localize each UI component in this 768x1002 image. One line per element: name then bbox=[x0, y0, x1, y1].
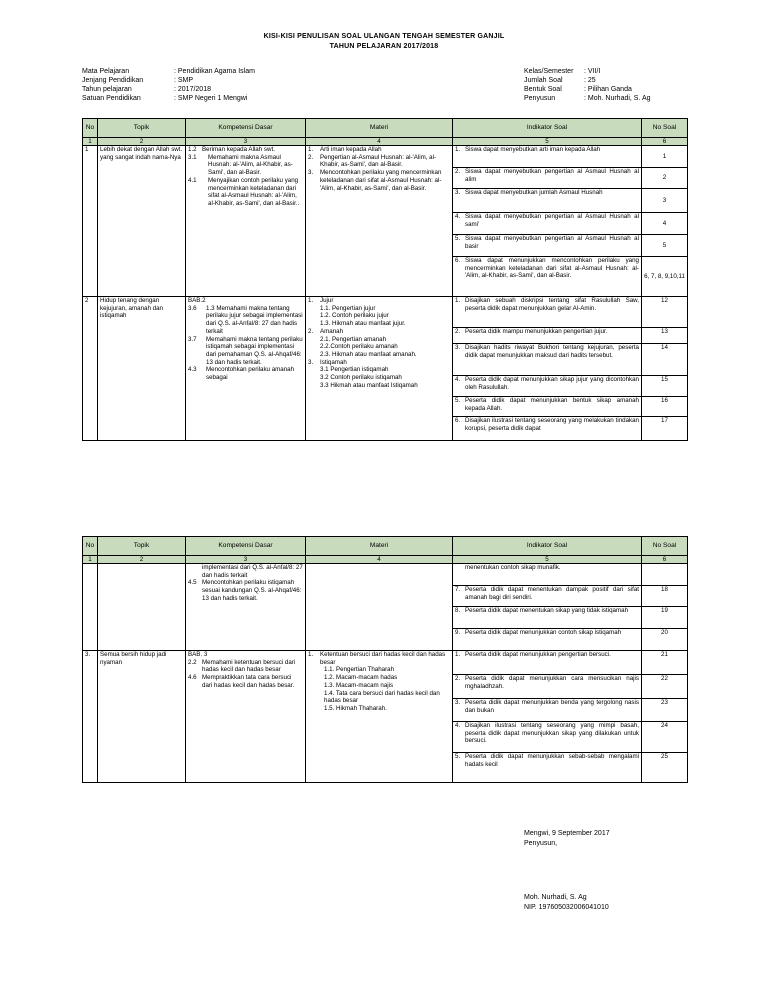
row-kompetensi-dasar bbox=[186, 651, 306, 783]
materi-text: Jujur bbox=[320, 297, 334, 304]
kd-text: Mencontohkan perilaku istiqamah sesuai kandungan Q.S. al-Ahqaf/46: 13 dan hadis terkait. bbox=[202, 579, 302, 602]
no-soal-cell: 6, 7, 8, 9,10,11 bbox=[642, 257, 688, 297]
indikator-cell bbox=[453, 297, 642, 328]
meta-left bbox=[82, 67, 255, 103]
indikator-cell bbox=[453, 189, 642, 213]
kd-number: 2.2 bbox=[188, 658, 197, 666]
row-materi bbox=[306, 146, 453, 297]
materi-number: 1. bbox=[308, 146, 314, 153]
no-soal-cell: 12 bbox=[642, 297, 688, 328]
row-no: 1 bbox=[83, 146, 98, 297]
indikator-cell bbox=[453, 675, 642, 699]
indikator-text: Siswa dapat menyebutkan pengertian al Asmaul Husnah al alim bbox=[465, 168, 639, 183]
indikator-number: 1. bbox=[455, 146, 461, 153]
materi-number: 3. bbox=[308, 358, 314, 366]
row-no: 2 bbox=[83, 297, 98, 441]
materi-number: 1. bbox=[308, 297, 314, 304]
indikator-cell bbox=[453, 344, 642, 376]
indikator-text: Siswa dapat menyebutkan jumlah Asmaul Husnah bbox=[465, 189, 603, 196]
materi-text: Arti iman kepada Allah bbox=[320, 146, 382, 153]
materi-subitem: 1.5. Hikmah Thaharah. bbox=[324, 704, 387, 712]
materi-subitem: 1.3. Hikmah atau manfaat jujur. bbox=[320, 320, 406, 328]
kd-text: Menyajikan contoh perilaku yang mencerminkan keteladanan dari sifat al-Asmaul Husnah: al-'Alim, al-Khabir, as-Sami', dan al-Basir.. bbox=[208, 176, 300, 207]
materi-subitem: 2.1. Pengertian amanah bbox=[320, 335, 387, 343]
meta-label: Satuan Pendidikan bbox=[82, 95, 141, 102]
signature-nip: NIP. 197605032006041010 bbox=[524, 904, 609, 911]
indikator-cell bbox=[453, 168, 642, 189]
meta-label: Tahun pelajaran bbox=[82, 86, 132, 93]
header-materi: Materi bbox=[306, 119, 453, 138]
indikator-cell bbox=[453, 586, 642, 607]
no-soal-cell: 16 bbox=[642, 397, 688, 417]
indikator-text: Peserta didik mampu menunjukkan pengertian jujur. bbox=[465, 328, 608, 335]
indikator-number: 8. bbox=[455, 607, 461, 614]
meta-label: Kelas/Semester bbox=[524, 68, 574, 75]
header-num-3: 3 bbox=[186, 138, 306, 146]
no-soal-cell: 4 bbox=[642, 213, 688, 235]
header-num-5: 5 bbox=[453, 556, 642, 564]
kd-text: Beriman kepada Allah swt. bbox=[202, 146, 275, 153]
no-soal-cell: 25 bbox=[642, 753, 688, 783]
row-topik: Hidup tenang dengan kejujuran, amanah dan istiqamah bbox=[98, 297, 186, 441]
row-topik: Semua bersih hidup jadi nyaman bbox=[98, 651, 186, 783]
signature-name: Moh. Nurhadi, S. Ag bbox=[524, 894, 587, 901]
indikator-cell bbox=[453, 213, 642, 235]
row-topik: Lebih dekat dengan Allah swt. yang sangat indah nama-Nya bbox=[98, 146, 186, 297]
indikator-number: 6. bbox=[455, 257, 461, 264]
materi-text: Istiqamah bbox=[320, 358, 347, 366]
row-materi bbox=[306, 651, 453, 783]
kd-number bbox=[188, 564, 202, 579]
indikator-number: 5. bbox=[455, 235, 461, 242]
meta-value: : 25 bbox=[584, 77, 596, 84]
row-no bbox=[83, 564, 98, 651]
header-topik: Topik bbox=[98, 537, 186, 556]
indikator-number: 4. bbox=[455, 376, 461, 383]
header-indikator-soal: Indikator Soal bbox=[453, 119, 642, 138]
materi-text: Pengertian al-Asmaul Husnah: al-'Alim, al-Khabir, as-Sami', dan al-Basir. bbox=[320, 153, 437, 169]
materi-subitem: 3.2 Contoh perilaku istiqamah bbox=[320, 374, 402, 382]
no-soal-cell: 19 bbox=[642, 607, 688, 629]
materi-subitem: 2.3. Hikmah atau manfaat amanah. bbox=[320, 350, 417, 358]
materi-text: Mencontohkan perilaku yang mencerminkan keteladanan dari sifat al-Asmaul Husnah: al-'Alim, al-Khabir, as-Sami', dan al-Basir. bbox=[320, 169, 442, 192]
header-no-soal: No Soal bbox=[642, 119, 688, 138]
materi-number: 1. bbox=[308, 651, 314, 658]
materi-subitem: 3.1 Pengertian istiqamah bbox=[320, 366, 389, 374]
kd-number: 3.1 bbox=[188, 153, 197, 161]
meta-right bbox=[524, 67, 651, 103]
meta-value: : SMP Negeri 1 Mengwi bbox=[174, 95, 248, 102]
indikator-number: 7. bbox=[455, 586, 461, 593]
meta-value: : Pendidikan Agama Islam bbox=[174, 68, 255, 75]
indikator-cell bbox=[453, 146, 642, 168]
bab-label: BAB. 3 bbox=[188, 651, 208, 658]
kd-number: 4.1 bbox=[188, 176, 197, 184]
indikator-cell bbox=[453, 651, 642, 675]
row-kompetensi-dasar bbox=[186, 564, 306, 651]
indikator-number: 3. bbox=[455, 189, 461, 196]
header-topik: Topik bbox=[98, 119, 186, 138]
indikator-text: Peserta didik dapat menunjukkan cara mensucikan najis mghaladhzah. bbox=[465, 675, 639, 690]
no-soal-cell: 23 bbox=[642, 699, 688, 722]
no-soal-cell: 18 bbox=[642, 586, 688, 607]
materi-number: 2. bbox=[308, 327, 314, 335]
materi-subitem: 1.4. Tata cara bersuci dari hadas kecil dan hadas besar bbox=[324, 689, 440, 705]
indikator-cell bbox=[453, 629, 642, 651]
indikator-number: 4. bbox=[455, 213, 461, 220]
indikator-text: Siswa dapat menyebutkan pengertian al Asmaul Husnah al basir bbox=[465, 235, 639, 250]
materi-subitem: 2.2.Contoh perilaku amanah bbox=[320, 343, 398, 351]
materi-subitem: 3.3 Hikmah atau manfaat Istiqamah bbox=[320, 381, 418, 389]
kd-number: 4.6 bbox=[188, 674, 197, 682]
indikator-cell bbox=[453, 699, 642, 722]
meta-value: : Pilihan Ganda bbox=[584, 86, 632, 93]
header-num-6: 6 bbox=[642, 138, 688, 146]
indikator-number: 2. bbox=[455, 168, 461, 175]
indikator-number: 6. bbox=[455, 417, 461, 424]
materi-subitem: 1.3. Macam-macam najis bbox=[324, 681, 394, 689]
indikator-cell bbox=[453, 376, 642, 397]
header-materi: Materi bbox=[306, 537, 453, 556]
no-soal-cell: 17 bbox=[642, 417, 688, 441]
indikator-text: Peserta didik dapat menentukan dampak positif dari sifat amanah bagi diri sendiri. bbox=[465, 586, 639, 601]
materi-subitem: 1.2. Contoh perilaku jujur bbox=[320, 312, 389, 320]
materi-number: 3. bbox=[308, 169, 314, 177]
indikator-cell bbox=[453, 564, 642, 586]
meta-label: Jenjang Pendidikan bbox=[82, 77, 144, 84]
kd-number: 1.2 bbox=[188, 146, 197, 153]
no-soal-cell: 14 bbox=[642, 344, 688, 376]
indikator-number: 2. bbox=[455, 328, 461, 335]
header-num-2: 2 bbox=[98, 138, 186, 146]
meta-label: Penyusun bbox=[524, 95, 556, 102]
meta-label: Jumlah Soal bbox=[524, 77, 563, 84]
row-no: 3. bbox=[83, 651, 98, 783]
header-num-6: 6 bbox=[642, 556, 688, 564]
materi-text: Amanah bbox=[320, 327, 344, 335]
kd-text: Mencontohkan perilaku amanah sebagai bbox=[206, 366, 295, 382]
indikator-cell bbox=[453, 722, 642, 753]
kd-text: Memahami makna Asmaul Husnah: al-'Alim, al-Khabir, as-Sami', dan al-Basir. bbox=[208, 153, 293, 177]
indikator-text: Disajikan sebuah diskripsi tentang sifat Rasulullah Saw, peserta didik dapat menunjukkan gelar Al-Amin. bbox=[465, 297, 639, 312]
no-soal-cell: 2 bbox=[642, 168, 688, 189]
indikator-number: 2. bbox=[455, 675, 461, 682]
kd-number: 3.6 bbox=[188, 304, 197, 312]
kisi-kisi-table-2 bbox=[82, 536, 688, 783]
signature-role: Penyusun, bbox=[524, 840, 558, 847]
document-title: KISI-KISI PENULISAN SOAL ULANGAN TENGAH SEMESTER GANJIL bbox=[263, 33, 505, 40]
indikator-text: Peserta didik dapat menentukan sikap yang tidak istiqamah bbox=[465, 607, 629, 614]
header-num-4: 4 bbox=[306, 556, 453, 564]
header-no: No bbox=[83, 537, 98, 556]
header-num-2: 2 bbox=[98, 556, 186, 564]
indikator-text: Siswa dapat menyebutkan arti iman kepada Allah bbox=[465, 146, 601, 153]
indikator-text: Siswa dapat menyebutkan pengertian al Asmaul Husnah al sami' bbox=[465, 213, 639, 228]
kisi-kisi-table-1 bbox=[82, 118, 688, 441]
indikator-number: 9. bbox=[455, 629, 461, 636]
indikator-text: menentukan contoh sikap munafik. bbox=[465, 564, 561, 571]
indikator-cell bbox=[453, 257, 642, 297]
materi-number: 2. bbox=[308, 153, 314, 161]
no-soal-cell: 13 bbox=[642, 328, 688, 344]
indikator-text: Disajikan ilustrasi tentang seseorang yang mimpi basah, peserta didik dapat menunjukkan sikap yang dilakukan untuk bersuci. bbox=[465, 722, 639, 745]
no-soal-cell: 20 bbox=[642, 629, 688, 651]
indikator-cell bbox=[453, 235, 642, 257]
meta-label: Mata Pelajaran bbox=[82, 68, 130, 75]
indikator-cell bbox=[453, 607, 642, 629]
kd-text: Mempraktikkan tata cara bersuci dari hadas kecil dan hadas besar. bbox=[202, 674, 295, 689]
materi-subitem: 1.1. Pengertian Thaharah bbox=[324, 666, 395, 674]
no-soal-cell: 1 bbox=[642, 146, 688, 168]
indikator-cell bbox=[453, 397, 642, 417]
meta-label: Bentuk Soal bbox=[524, 86, 562, 93]
header-no: No bbox=[83, 119, 98, 138]
indikator-number: 5. bbox=[455, 753, 461, 760]
indikator-number: 1. bbox=[455, 297, 461, 304]
signature-place-date: Mengwi, 9 September 2017 bbox=[524, 830, 610, 837]
indikator-number: 1. bbox=[455, 651, 461, 658]
no-soal-cell: 24 bbox=[642, 722, 688, 753]
row-kompetensi-dasar bbox=[186, 297, 306, 441]
indikator-cell bbox=[453, 417, 642, 441]
no-soal-cell: 3 bbox=[642, 189, 688, 213]
indikator-number: 5. bbox=[455, 397, 461, 404]
indikator-text: Peserta didik dapat menunjukkan contoh sikap istiqamah bbox=[465, 629, 622, 636]
header-num-1: 1 bbox=[83, 556, 98, 564]
no-soal-cell: 5 bbox=[642, 235, 688, 257]
kd-text: Memahami ketentuan bersuci dari hadas kecil dan hadas besar bbox=[202, 658, 296, 674]
kd-number: 3.7 bbox=[188, 335, 197, 343]
indikator-text: Peserta didik dapat menunjukkan sikap jujur yang dicontohkan oleh Rasulullah. bbox=[465, 376, 639, 391]
kd-text: implementasi dari Q.S. al-Anfal/8: 27 dan hadis terkait bbox=[202, 564, 303, 579]
no-soal-cell bbox=[642, 564, 688, 586]
no-soal-cell: 22 bbox=[642, 675, 688, 699]
indikator-number: 3. bbox=[455, 344, 461, 351]
bab-label: BAB.2 bbox=[188, 297, 206, 304]
indikator-text: Peserta didik dapat menunjukkan benda yang tergolong nasis dan bukan bbox=[465, 699, 639, 714]
row-topik bbox=[98, 564, 186, 651]
meta-value: : 2017/2018 bbox=[174, 86, 211, 93]
kd-number: 4.5 bbox=[188, 579, 197, 587]
no-soal-cell: 21 bbox=[642, 651, 688, 675]
indikator-text: Peserta didik dapat menunjukkan sebab-sebab mengalami hadats kecil bbox=[465, 753, 639, 768]
indikator-text: Siswa dapat menunjukkan mencontohkan perilaku yang mencerminkan keteladanan dari sifat al-Asmaul Husnah: al-'Alim, al-Khabir, as-Sami', dan al-Basir. bbox=[465, 257, 639, 280]
materi-text: Ketentuan bersuci dari hadas kecil dan hadas besar bbox=[320, 651, 446, 666]
document-subtitle: TAHUN PELAJARAN 2017/2018 bbox=[329, 43, 439, 50]
header-indikator-soal: Indikator Soal bbox=[453, 537, 642, 556]
header-num-3: 3 bbox=[186, 556, 306, 564]
indikator-number: 4. bbox=[455, 722, 461, 729]
indikator-text: Peserta didik dapat menunjukkan pengertian bersuci. bbox=[465, 651, 611, 658]
indikator-text: Disajikan hadits riwayat Bukhori tentang kejujuran, peserta didik dapat menunjukkan maksud dari hadits tersebut. bbox=[465, 344, 639, 359]
indikator-number: 3. bbox=[455, 699, 461, 706]
header-kompetensi-dasar: Kompetensi Dasar bbox=[186, 119, 306, 138]
materi-subitem: 1.1. Pengertian jujur bbox=[320, 304, 376, 312]
row-materi bbox=[306, 297, 453, 441]
header-kompetensi-dasar: Kompetensi Dasar bbox=[186, 537, 306, 556]
materi-subitem: 1.2. Macam-macam hadas bbox=[324, 674, 398, 682]
meta-value: : VII/I bbox=[584, 68, 601, 75]
header-num-5: 5 bbox=[453, 138, 642, 146]
kd-number: 4.3 bbox=[188, 366, 197, 374]
row-kompetensi-dasar bbox=[186, 146, 306, 297]
indikator-cell bbox=[453, 753, 642, 783]
kd-text: 1.3 Memahami makna tentang perilaku jujur sebagai implementasi dari Q.S. al-Anfal/8: 27 dan hadis terkait bbox=[206, 304, 303, 335]
indikator-cell bbox=[453, 328, 642, 344]
meta-value: : Moh. Nurhadi, S. Ag bbox=[584, 95, 651, 102]
indikator-text: Peserta didik dapat menunjukkan bentuk sikap amanah kepada Allah. bbox=[465, 397, 639, 412]
no-soal-cell: 15 bbox=[642, 376, 688, 397]
kd-text: Memahami makna tentang perilaku istiqamah sebagai implementasi dari pemahaman Q.S. al-Ahqaf/46: 13 dan hadis terkait. bbox=[206, 335, 303, 366]
meta-value: : SMP bbox=[174, 77, 194, 84]
indikator-text: Disajikan ilustrasi tentang seseorang yang melakukan tindakan korupsi, peserta didik dapat bbox=[465, 417, 639, 432]
row-materi bbox=[306, 564, 453, 651]
header-no-soal: No Soal bbox=[642, 537, 688, 556]
header-num-1: 1 bbox=[83, 138, 98, 146]
header-num-4: 4 bbox=[306, 138, 453, 146]
